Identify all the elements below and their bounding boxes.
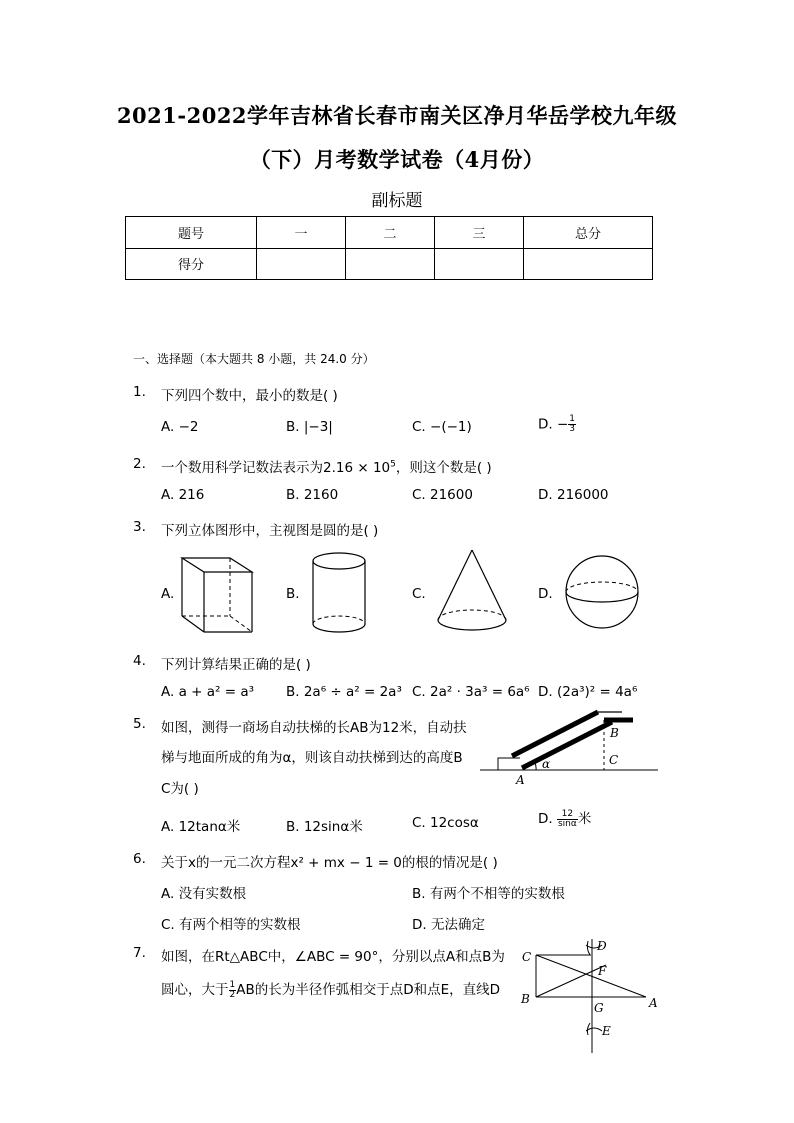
question-number: 7.	[133, 945, 146, 961]
question-stem	[161, 456, 492, 476]
option-c: C. 有两个相等的实数根	[161, 917, 301, 933]
fraction	[568, 415, 576, 434]
option-a: A. 12tanα米	[161, 819, 241, 835]
cylinder-figure	[310, 550, 370, 636]
stem-part: AB的长为半径作弧相交于点D和点E，直线D	[236, 982, 501, 998]
question-number: 1.	[133, 384, 146, 400]
score-table-header-row	[126, 217, 653, 249]
exam-title-line2: （下）月考数学试卷（4月份）	[249, 147, 545, 172]
label-b: B	[610, 726, 619, 740]
score-table	[125, 216, 653, 280]
score-table-header-cell: 题号	[126, 217, 257, 249]
option-c: C. 12cosα	[412, 815, 479, 831]
question-number: 3.	[133, 519, 146, 535]
score-cell	[524, 248, 653, 280]
stem-superscript: 5	[390, 459, 396, 470]
option-d: D. 无法确定	[412, 917, 485, 933]
option-a: A.	[161, 586, 175, 602]
question-number: 6.	[133, 851, 146, 867]
question-stem-line2	[161, 978, 500, 1000]
score-cell	[435, 248, 524, 280]
label-g: G	[594, 1001, 604, 1015]
option-d-unit: 米	[577, 811, 592, 827]
option-c: C. 2a² · 3a³ = 6a⁶	[412, 684, 530, 700]
option-a: A. 216	[161, 487, 205, 503]
escalator-figure	[478, 700, 663, 790]
question-stem-line2: 梯与地面所成的角为α，则该自动扶梯到达的高度B	[161, 750, 463, 766]
option-c: C.	[412, 586, 426, 602]
question-stem: 下列计算结果正确的是( )	[161, 657, 311, 673]
fraction-denominator: sinα	[557, 818, 577, 829]
option-c: C. −(−1)	[412, 419, 472, 435]
option-c: C. 21600	[412, 487, 473, 503]
question-number: 2.	[133, 456, 146, 472]
sphere-figure	[563, 553, 643, 633]
label-b: B	[521, 992, 530, 1006]
exam-subtitle: 副标题	[371, 191, 423, 211]
prism-figure	[178, 550, 258, 636]
label-c: C	[522, 950, 532, 964]
question-number: 4.	[133, 653, 146, 669]
score-table-header-cell: 总分	[524, 217, 653, 249]
option-d: D.	[538, 586, 553, 602]
cone-figure	[432, 548, 512, 638]
question-stem-line1: 如图，在Rt△ABC中，∠ABC = 90°，分别以点A和点B为	[161, 949, 505, 965]
label-e: E	[602, 1024, 611, 1038]
option-b: B. 2a⁶ ÷ a² = 2a³	[286, 684, 402, 700]
label-f: F	[598, 964, 607, 978]
option-d	[538, 415, 576, 434]
question-stem: 关于x的一元二次方程x² + mx − 1 = 0的根的情况是( )	[161, 855, 498, 871]
stem-part: 一个数用科学记数法表示为2.16 × 10	[161, 460, 391, 476]
score-cell	[346, 248, 435, 280]
label-alpha: α	[542, 757, 551, 771]
question-stem-line3: C为( )	[161, 781, 199, 797]
question-number: 5.	[133, 716, 146, 732]
option-d: D. (2a³)² = 4a⁶	[538, 684, 638, 700]
label-d: D	[597, 939, 607, 953]
section-heading: 一、选择题（本大题共 8 小题，共 24.0 分）	[133, 352, 375, 366]
score-table-header-cell: 二	[346, 217, 435, 249]
option-d-label: D. −	[538, 416, 569, 433]
label-a: A	[516, 773, 525, 787]
option-b: B. |−3|	[286, 419, 333, 435]
fraction-numerator: 12	[557, 810, 578, 820]
option-b: B. 有两个不相等的实数根	[412, 886, 565, 902]
option-b: B.	[286, 586, 300, 602]
score-row-label: 得分	[126, 248, 257, 280]
label-c: C	[609, 753, 619, 767]
option-d: D. 216000	[538, 487, 609, 503]
option-a: A. 没有实数根	[161, 886, 247, 902]
question-stem: 下列四个数中，最小的数是( )	[161, 388, 338, 404]
score-cell	[257, 248, 346, 280]
score-table-header-cell: 三	[435, 217, 524, 249]
option-d-label: D.	[538, 811, 553, 827]
triangle-construction-figure	[516, 935, 666, 1060]
score-table-score-row	[126, 248, 653, 280]
option-a: A. a + a² = a³	[161, 684, 255, 700]
score-table-header-cell: 一	[257, 217, 346, 249]
option-b: B. 2160	[286, 487, 339, 503]
label-a: A	[649, 996, 658, 1010]
option-b: B. 12sinα米	[286, 819, 363, 835]
question-stem: 下列立体图形中，主视图是圆的是( )	[161, 523, 379, 539]
fraction-numerator: 1	[569, 414, 576, 424]
question-stem-line1: 如图，测得一商场自动扶梯的长AB为12米，自动扶	[161, 720, 467, 736]
exam-title-line1: 2021-2022学年吉林省长春市南关区净月华岳学校九年级	[116, 103, 678, 128]
option-d	[538, 807, 591, 829]
fraction-denominator: 2	[229, 989, 236, 1000]
stem-part: 圆心，大于	[161, 982, 229, 998]
option-a: A. −2	[161, 419, 199, 435]
fraction-numerator: 1	[229, 979, 236, 990]
stem-part: ，则这个数是( )	[395, 460, 492, 476]
fraction	[557, 810, 578, 829]
fraction-denominator: 3	[569, 424, 576, 434]
